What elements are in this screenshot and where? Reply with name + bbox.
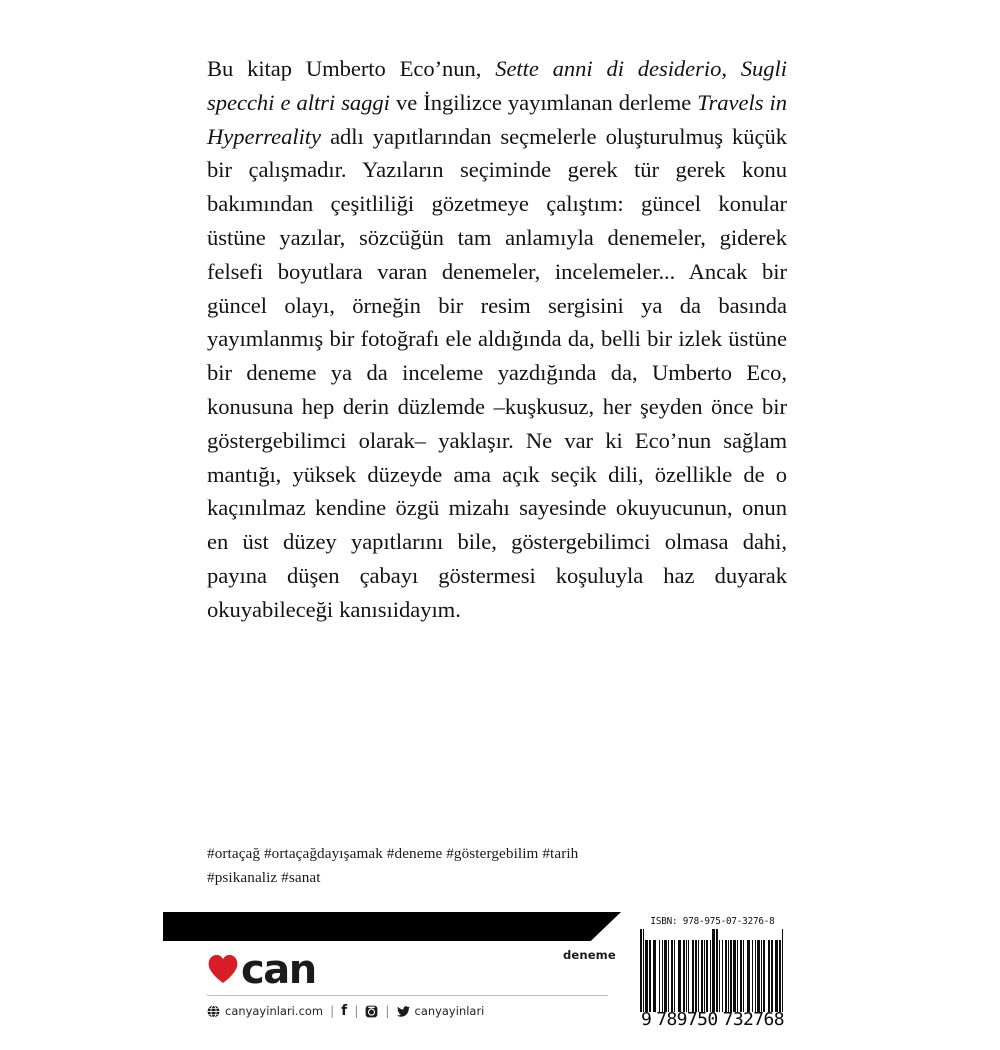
meta-separator-1: | bbox=[330, 1003, 335, 1018]
isbn-text: ISBN: 978-975-07-3276-8 bbox=[650, 916, 775, 927]
blurb-title-sugli-specchi: Sugli specchi e altri saggi bbox=[207, 56, 787, 115]
black-diagonal-banner bbox=[163, 912, 621, 941]
publisher-website[interactable]: canyayinlari.com bbox=[225, 1004, 324, 1018]
isbn-barcode bbox=[634, 912, 791, 1040]
barcode-bar bbox=[783, 929, 785, 1012]
ean-group-2: 789750 bbox=[656, 1009, 718, 1030]
publisher-block bbox=[207, 947, 616, 1019]
publisher-name: can bbox=[241, 947, 316, 993]
blurb-title-travels-in-hyperreality: Travels in Hyperreality bbox=[207, 89, 787, 149]
publisher-divider bbox=[207, 995, 608, 996]
hashtag-line-2: #psikanaliz #sanat bbox=[207, 869, 321, 886]
facebook-icon[interactable]: f bbox=[341, 1002, 348, 1019]
ean-digits bbox=[640, 1011, 785, 1030]
blurb-part-2: , bbox=[721, 56, 741, 81]
instagram-icon[interactable] bbox=[365, 1005, 378, 1018]
publisher-logo bbox=[207, 947, 611, 993]
blurb-title-sette-anni: Sette anni di desiderio bbox=[495, 56, 722, 81]
back-cover-blurb bbox=[207, 52, 787, 627]
genre-label: deneme bbox=[563, 948, 616, 962]
barcode-bars bbox=[640, 929, 785, 1012]
meta-separator-2: | bbox=[354, 1003, 359, 1018]
blurb-part-0: Bu kitap Umberto Eco’nun, bbox=[207, 56, 496, 81]
blurb-part-4: ve İngilizce yayımlanan derleme bbox=[389, 89, 698, 115]
publisher-social-handle[interactable]: canyayinlari bbox=[414, 1004, 485, 1018]
publisher-meta-row bbox=[207, 948, 616, 1019]
ean-group-3: 732768 bbox=[722, 1009, 784, 1030]
heart-icon bbox=[207, 954, 239, 984]
twitter-bird-icon[interactable] bbox=[397, 1005, 410, 1018]
meta-separator-3: | bbox=[385, 1003, 390, 1018]
blurb-part-6: adlı yapıtlarından seçmelerle oluşturulmuş küçük bir çalışmadır. Yazıların seçiminde gerek tür gerek konu bakımından çeşitliliği gözetmeye çalıştım: güncel konular üstüne yazılar, sözcüğün tam anlamıyla denemeler, giderek felsefi boyutlara varan denemeler, incelemeler... Ancak bir güncel olayı, örneğin bir resim sergisini ya da basında yayımlanmış bir fotoğrafı ele aldığında da, belli bir izlek üstüne bir deneme ya da inceleme yazdığında da, Umberto Eco, konusuna hep derin düzlemde –kuşkusuz, her şeyden önce bir göstergebilimci olarak– yaklaşır. Ne var ki Eco’nun sağlam mantığı, yüksek düzeyde ama açık seçik dili, özellikle de o kaçınılmaz kendine özgü mizahı sayesinde okuyucunun, onun en üst düzey yapıtlarını bile, göstergebilimci olmasa dahi, payına düşen çabayı göstermesi koşuluyla haz duyarak okuyabileceği kanısıidayım. bbox=[207, 123, 787, 622]
ean-group-1: 9 bbox=[641, 1009, 652, 1030]
hashtag-block bbox=[207, 842, 767, 890]
hashtag-line-1: #ortaçağ #ortaçağdayışamak #deneme #göstergebilim #tarih bbox=[207, 845, 579, 862]
globe-icon bbox=[207, 1005, 220, 1018]
